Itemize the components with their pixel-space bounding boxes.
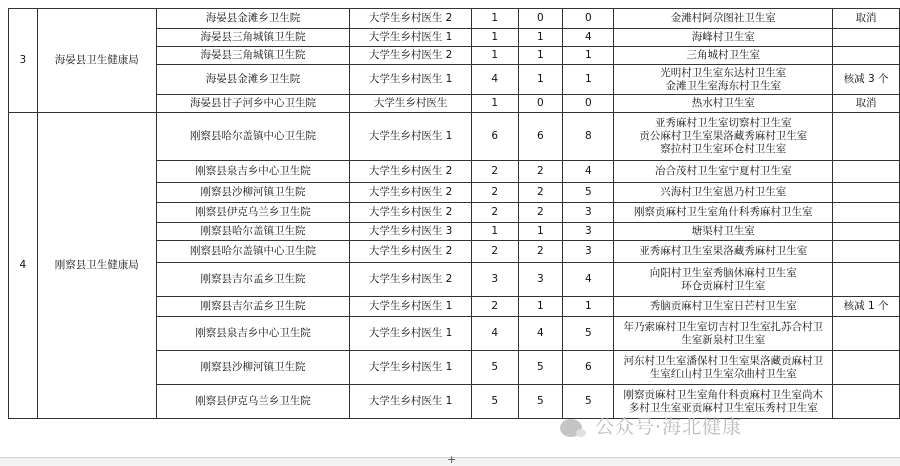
- clinic-cell: 塘渠村卫生室: [614, 223, 833, 241]
- applicant-count-cell: 1: [563, 47, 614, 65]
- hospital-cell: 刚察县泉吉乡中心卫生院: [156, 161, 350, 183]
- planned-count-cell: 6: [471, 113, 518, 161]
- planned-count-cell: 4: [471, 317, 518, 351]
- note-cell: 核减 3 个: [833, 65, 900, 95]
- note-cell: [833, 161, 900, 183]
- applicant-count-cell: 1: [563, 297, 614, 317]
- filled-count-cell: 0: [518, 95, 563, 113]
- hospital-cell: 刚察县沙柳河镇卫生院: [156, 351, 350, 385]
- note-cell: [833, 351, 900, 385]
- filled-count-cell: 1: [518, 47, 563, 65]
- applicant-count-cell: 1: [563, 65, 614, 95]
- clinic-cell: 三角城村卫生室: [614, 47, 833, 65]
- staffing-table: [8, 8, 900, 419]
- planned-count-cell: 2: [471, 161, 518, 183]
- hospital-cell: 海晏县甘子河乡中心卫生院: [156, 95, 350, 113]
- group-number-cell: 3: [9, 9, 38, 113]
- position-cell: 大学生乡村医生 1: [350, 29, 472, 47]
- applicant-count-cell: 8: [563, 113, 614, 161]
- planned-count-cell: 1: [471, 95, 518, 113]
- planned-count-cell: 2: [471, 203, 518, 223]
- hospital-cell: 刚察县泉吉乡中心卫生院: [156, 317, 350, 351]
- clinic-cell: 向阳村卫生室秀脑休麻村卫生室 环仓贡麻村卫生室: [614, 263, 833, 297]
- filled-count-cell: 3: [518, 263, 563, 297]
- hospital-cell: 刚察县吉尔孟乡卫生院: [156, 297, 350, 317]
- planned-count-cell: 2: [471, 183, 518, 203]
- note-cell: [833, 47, 900, 65]
- filled-count-cell: 0: [518, 9, 563, 29]
- applicant-count-cell: 0: [563, 95, 614, 113]
- hospital-cell: 海晏县金滩乡卫生院: [156, 9, 350, 29]
- position-cell: 大学生乡村医生 1: [350, 385, 472, 419]
- clinic-cell: 刚察贡麻村卫生室角什科秀麻村卫生室: [614, 203, 833, 223]
- planned-count-cell: 1: [471, 223, 518, 241]
- hospital-cell: 刚察县伊克乌兰乡卫生院: [156, 203, 350, 223]
- position-cell: 大学生乡村医生 2: [350, 203, 472, 223]
- hospital-cell: 刚察县哈尔盖镇中心卫生院: [156, 113, 350, 161]
- hospital-cell: 海晏县三角城镇卫生院: [156, 29, 350, 47]
- note-cell: [833, 241, 900, 263]
- position-cell: 大学生乡村医生 2: [350, 241, 472, 263]
- watermark-text: 公众号·海北健康: [595, 416, 743, 438]
- hospital-cell: 刚察县伊克乌兰乡卫生院: [156, 385, 350, 419]
- wechat-logo-icon: [560, 419, 582, 437]
- position-cell: 大学生乡村医生 2: [350, 263, 472, 297]
- position-cell: 大学生乡村医生 2: [350, 47, 472, 65]
- note-cell: [833, 203, 900, 223]
- planned-count-cell: 1: [471, 9, 518, 29]
- applicant-count-cell: 6: [563, 351, 614, 385]
- applicant-count-cell: 3: [563, 203, 614, 223]
- planned-count-cell: 1: [471, 47, 518, 65]
- position-cell: 大学生乡村医生 1: [350, 65, 472, 95]
- clinic-cell: 兴海村卫生室恩乃村卫生室: [614, 183, 833, 203]
- filled-count-cell: 5: [518, 351, 563, 385]
- note-cell: [833, 385, 900, 419]
- planned-count-cell: 3: [471, 263, 518, 297]
- clinic-cell: 金滩村阿尕图社卫生室: [614, 9, 833, 29]
- position-cell: 大学生乡村医生: [350, 95, 472, 113]
- watermark: [560, 412, 742, 439]
- clinic-cell: 秀脑贡麻村卫生室日芒村卫生室: [614, 297, 833, 317]
- clinic-cell: 亚秀麻村卫生室切察村卫生室 贡公麻村卫生室果洛藏秀麻村卫生室 察拉村卫生室环仓村卫生室: [614, 113, 833, 161]
- table-row: [9, 113, 900, 161]
- note-cell: 核减 1 个: [833, 297, 900, 317]
- hospital-cell: 刚察县沙柳河镇卫生院: [156, 183, 350, 203]
- filled-count-cell: 4: [518, 317, 563, 351]
- position-cell: 大学生乡村医生 3: [350, 223, 472, 241]
- position-cell: 大学生乡村医生 1: [350, 317, 472, 351]
- clinic-cell: 年乃索麻村卫生室切吉村卫生室扎苏合村卫 生室新泉村卫生室: [614, 317, 833, 351]
- hospital-cell: 刚察县哈尔盖镇中心卫生院: [156, 241, 350, 263]
- applicant-count-cell: 0: [563, 9, 614, 29]
- note-cell: [833, 223, 900, 241]
- note-cell: 取消: [833, 9, 900, 29]
- clinic-cell: 亚秀麻村卫生室果洛藏秀麻村卫生室: [614, 241, 833, 263]
- note-cell: [833, 317, 900, 351]
- filled-count-cell: 6: [518, 113, 563, 161]
- planned-count-cell: 2: [471, 241, 518, 263]
- note-cell: [833, 183, 900, 203]
- clinic-cell: 海峰村卫生室: [614, 29, 833, 47]
- note-cell: [833, 113, 900, 161]
- clinic-cell: 冶合茂村卫生室宁夏村卫生室: [614, 161, 833, 183]
- applicant-count-cell: 4: [563, 29, 614, 47]
- note-cell: 取消: [833, 95, 900, 113]
- filled-count-cell: 1: [518, 29, 563, 47]
- planned-count-cell: 5: [471, 385, 518, 419]
- hospital-cell: 海晏县三角城镇卫生院: [156, 47, 350, 65]
- position-cell: 大学生乡村医生 1: [350, 297, 472, 317]
- filled-count-cell: 2: [518, 183, 563, 203]
- applicant-count-cell: 5: [563, 183, 614, 203]
- table-row: [9, 9, 900, 29]
- filled-count-cell: 1: [518, 65, 563, 95]
- position-cell: 大学生乡村医生 1: [350, 113, 472, 161]
- filled-count-cell: 5: [518, 385, 563, 419]
- applicant-count-cell: 3: [563, 241, 614, 263]
- filled-count-cell: 1: [518, 297, 563, 317]
- filled-count-cell: 2: [518, 241, 563, 263]
- add-sheet-button[interactable]: +: [447, 453, 457, 466]
- note-cell: [833, 263, 900, 297]
- planned-count-cell: 2: [471, 297, 518, 317]
- applicant-count-cell: 4: [563, 161, 614, 183]
- bureau-cell: 海晏县卫生健康局: [37, 9, 156, 113]
- applicant-count-cell: 3: [563, 223, 614, 241]
- hospital-cell: 刚察县吉尔孟乡卫生院: [156, 263, 350, 297]
- position-cell: 大学生乡村医生 2: [350, 183, 472, 203]
- planned-count-cell: 1: [471, 29, 518, 47]
- position-cell: 大学生乡村医生 2: [350, 161, 472, 183]
- position-cell: 大学生乡村医生 2: [350, 9, 472, 29]
- planned-count-cell: 5: [471, 351, 518, 385]
- planned-count-cell: 4: [471, 65, 518, 95]
- applicant-count-cell: 5: [563, 385, 614, 419]
- applicant-count-cell: 4: [563, 263, 614, 297]
- clinic-cell: 刚察贡麻村卫生室角什科贡麻村卫生室尚木 多村卫生室亚贡麻村卫生室压秀村卫生室: [614, 385, 833, 419]
- filled-count-cell: 2: [518, 203, 563, 223]
- applicant-count-cell: 5: [563, 317, 614, 351]
- hospital-cell: 刚察县哈尔盖镇卫生院: [156, 223, 350, 241]
- clinic-cell: 热水村卫生室: [614, 95, 833, 113]
- hospital-cell: 海晏县金滩乡卫生院: [156, 65, 350, 95]
- clinic-cell: 光明村卫生室东达村卫生室 金滩卫生室海东村卫生室: [614, 65, 833, 95]
- clinic-cell: 河东村卫生室潘保村卫生室果洛藏贡麻村卫 生室红山村卫生室尕曲村卫生室: [614, 351, 833, 385]
- group-number-cell: 4: [9, 113, 38, 419]
- bureau-cell: 刚察县卫生健康局: [37, 113, 156, 419]
- note-cell: [833, 29, 900, 47]
- position-cell: 大学生乡村医生 1: [350, 351, 472, 385]
- filled-count-cell: 2: [518, 161, 563, 183]
- filled-count-cell: 1: [518, 223, 563, 241]
